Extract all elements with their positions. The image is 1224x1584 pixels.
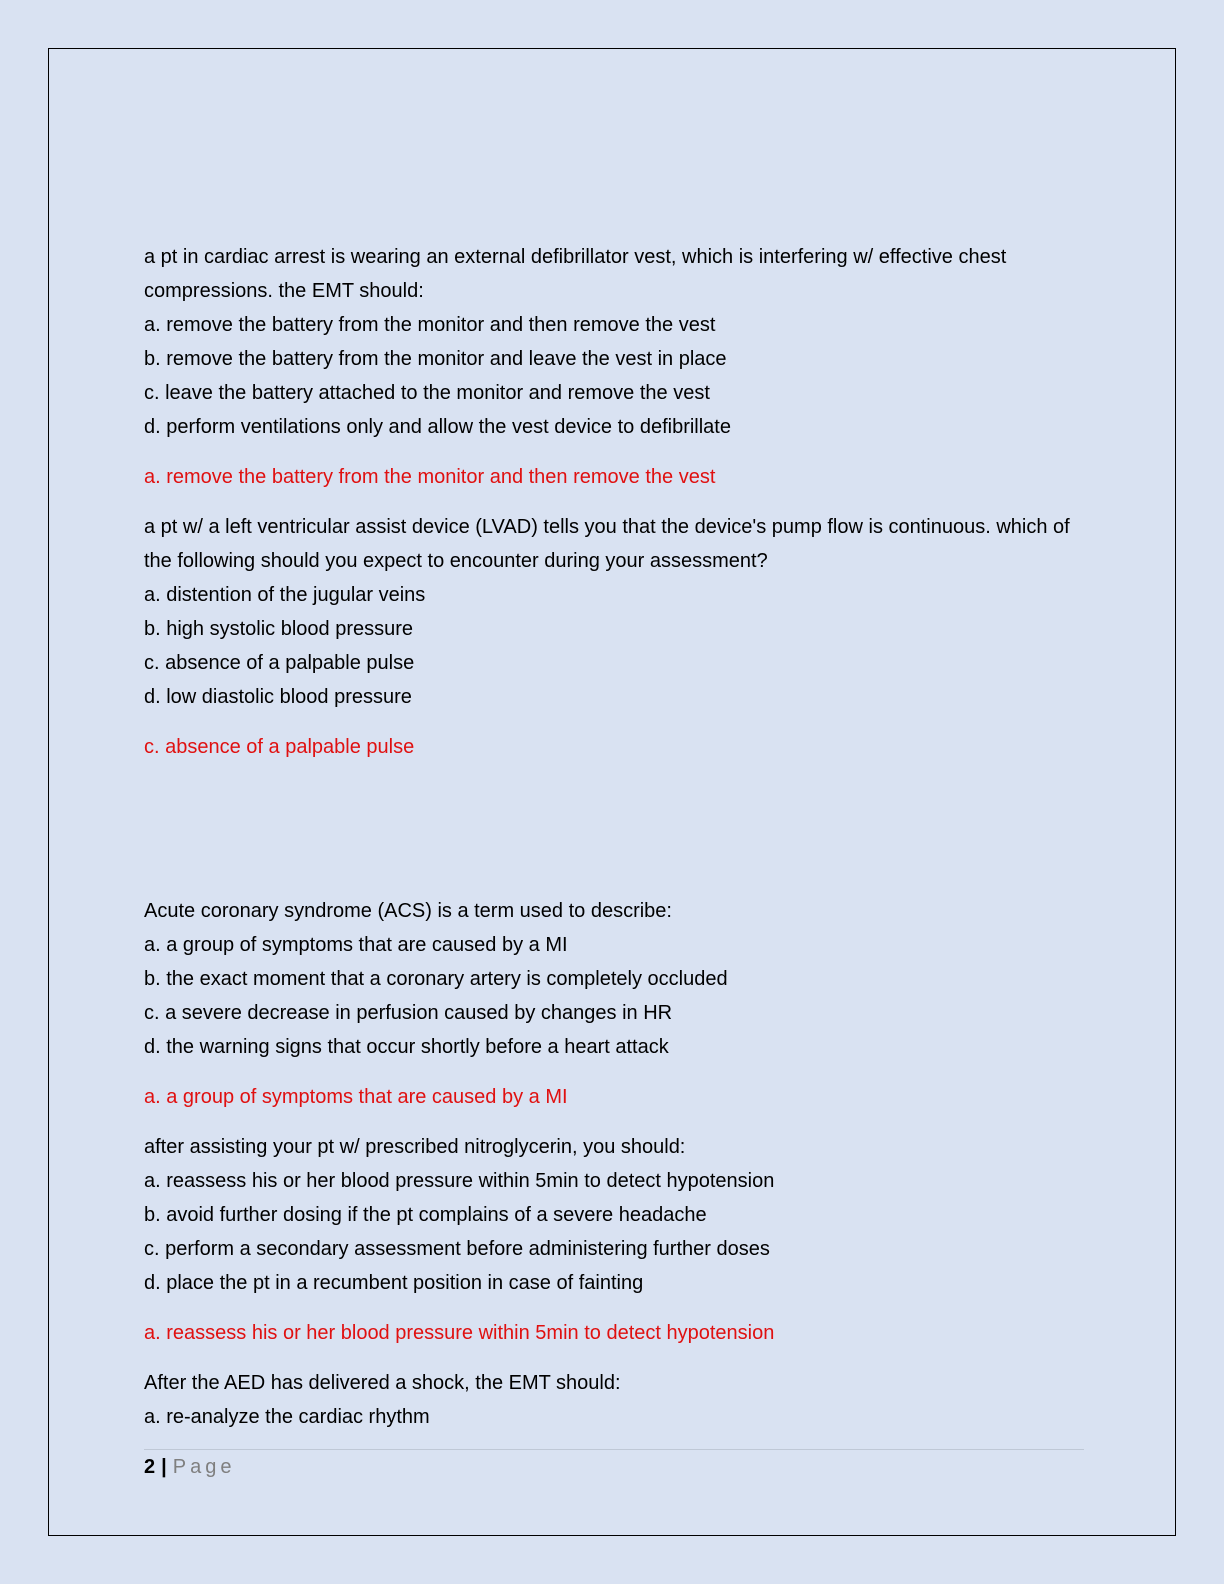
blank-space xyxy=(144,780,1084,894)
answer-text: c. absence of a palpable pulse xyxy=(144,736,415,758)
option-d: d. the warning signs that occur shortly before a heart attack xyxy=(144,1036,669,1058)
question-5 xyxy=(144,1366,1084,1434)
question-text: after assisting your pt w/ prescribed nitroglycerin, you should: xyxy=(144,1136,686,1158)
option-b: b. the exact moment that a coronary artery is completely occluded xyxy=(144,968,728,990)
footer-separator: | xyxy=(161,1456,167,1478)
option-d: d. place the pt in a recumbent position in case of fainting xyxy=(144,1272,644,1294)
option-a: a. re-analyze the cardiac rhythm xyxy=(144,1406,430,1428)
page-footer xyxy=(144,1454,235,1480)
option-b: b. high systolic blood pressure xyxy=(144,618,414,640)
question-1 xyxy=(144,240,1084,494)
page-number: 2 xyxy=(144,1456,156,1478)
question-2 xyxy=(144,510,1084,764)
question-3 xyxy=(144,894,1084,1114)
option-d: d. low diastolic blood pressure xyxy=(144,686,412,708)
question-text: a pt w/ a left ventricular assist device (LVAD) tells you that the device's pump flow is continuous. which of the following should you expect to encounter during your assessment? xyxy=(144,516,1070,572)
option-c: c. a severe decrease in perfusion caused by changes in HR xyxy=(144,1002,673,1024)
question-text: After the AED has delivered a shock, the EMT should: xyxy=(144,1372,621,1394)
option-b: b. avoid further dosing if the pt complains of a severe headache xyxy=(144,1204,707,1226)
footer-divider xyxy=(144,1449,1084,1450)
option-c: c. leave the battery attached to the monitor and remove the vest xyxy=(144,382,710,404)
option-d: d. perform ventilations only and allow the vest device to defibrillate xyxy=(144,416,731,438)
option-b: b. remove the battery from the monitor and leave the vest in place xyxy=(144,348,727,370)
answer-text: a. remove the battery from the monitor and then remove the vest xyxy=(144,466,716,488)
option-c: c. perform a secondary assessment before administering further doses xyxy=(144,1238,770,1260)
question-text: Acute coronary syndrome (ACS) is a term used to describe: xyxy=(144,900,672,922)
answer-text: a. a group of symptoms that are caused by a MI xyxy=(144,1086,568,1108)
option-a: a. a group of symptoms that are caused by a MI xyxy=(144,934,568,956)
option-c: c. absence of a palpable pulse xyxy=(144,652,415,674)
answer-text: a. reassess his or her blood pressure within 5min to detect hypotension xyxy=(144,1322,775,1344)
option-a: a. reassess his or her blood pressure within 5min to detect hypotension xyxy=(144,1170,775,1192)
question-text: a pt in cardiac arrest is wearing an external defibrillator vest, which is interfering w/ effective chest compressions. the EMT should: xyxy=(144,246,1007,302)
question-4 xyxy=(144,1130,1084,1350)
page-label: Page xyxy=(172,1456,236,1478)
option-a: a. remove the battery from the monitor and then remove the vest xyxy=(144,314,716,336)
document-content xyxy=(144,240,1084,1434)
option-a: a. distention of the jugular veins xyxy=(144,584,426,606)
